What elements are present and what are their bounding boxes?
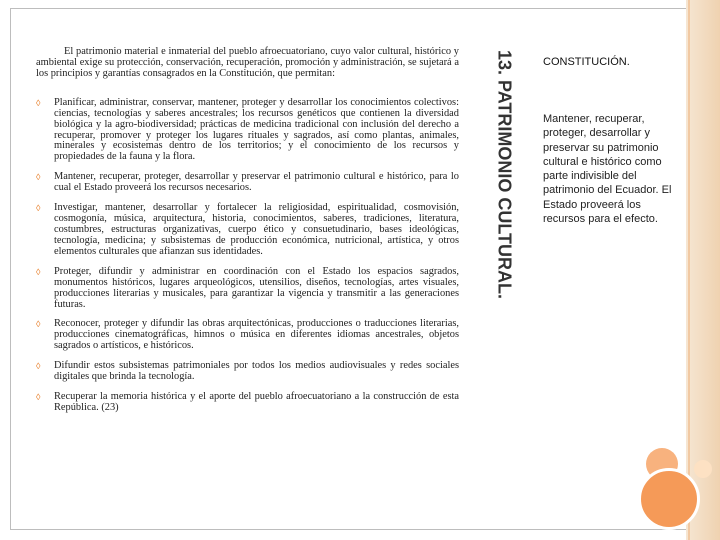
list-item bbox=[36, 172, 459, 194]
bullet-icon: ◊ bbox=[36, 319, 41, 330]
list-item-text: Planificar, administrar, conservar, mantener, proteger y desarrollar los conocimientos colectivos: ciencias, tecnologías y saberes ancestrales; los recursos genéticos que contienen la diversidad biológica y la agro-biodiversidad; prácticas de medicina tradicional con inclusión del derecho a recuperar, promover y proteger los lugares rituales y sagrados, así como plantas, animales, minerales y ecosistemas dentro de los territorios; y el conocimiento de los recursos y propiedades de la fauna y la flora. bbox=[54, 96, 459, 163]
bullet-icon: ◊ bbox=[36, 266, 41, 277]
decorative-circle-large bbox=[638, 468, 700, 530]
list-item-text: Reconocer, proteger y difundir las obras arquitectónicas, producciones o traducciones literarias, producciones cinematográficas, himnos o música en diferentes idiomas ancestrales, objetos sagrados o artísticos, e históricos. bbox=[54, 318, 459, 352]
bullet-icon: ◊ bbox=[36, 97, 41, 108]
list-item bbox=[36, 267, 459, 311]
bullet-icon: ◊ bbox=[36, 361, 41, 372]
list-item-text: Mantener, recuperar, proteger, desarrollar y preservar el patrimonio cultural e histórico, para lo cual el Estado proveerá los recursos necesarios. bbox=[54, 171, 459, 194]
list-item-text: Difundir estos subsistemas patrimoniales por todos los medios audiovisuales y redes sociales digitales que brinda la tecnología. bbox=[54, 360, 459, 383]
list-item-text: Investigar, mantener, desarrollar y fortalecer la religiosidad, espiritualidad, cosmovisión, cosmogonía, música, arquitectura, historia, conocimientos, saberes, tradiciones, literatura, costumbres, estructuras organizativas, cuerpo ético y consuetudinario, bases ideológicas, tecnología, medicina; y subsistemas de producción económica, nutricional, artística, y otros elementos culturales que afianzan sus identidades. bbox=[54, 202, 459, 257]
list-item bbox=[36, 361, 459, 383]
bullet-icon: ◊ bbox=[36, 203, 41, 214]
slide-title: 13. PATRIMONIO CULTURAL. bbox=[494, 49, 515, 299]
bullet-icon: ◊ bbox=[36, 392, 41, 403]
decorative-side-stripe bbox=[686, 0, 720, 540]
decorative-circle-tiny bbox=[694, 460, 712, 478]
list-item bbox=[36, 98, 459, 164]
list-item-text: Proteger, difundir y administrar en coordinación con el Estado los espacios sagrados, monumentos históricos, lugares arqueológicos, utensilios, diseños, tecnologías, artes visuales, producciones literarias y musicales, para garantizar la vigencia y transmitir a las generaciones futuras. bbox=[54, 265, 459, 310]
bullet-list bbox=[36, 98, 459, 414]
main-text-block bbox=[36, 47, 459, 423]
side-note: Mantener, recuperar, proteger, desarrollar y preservar su patrimonio cultural e histórico como parte indivisible del patrimonio del Ecuador. El Estado proveerá los recursos para el efecto. bbox=[543, 113, 672, 226]
section-label: CONSTITUCIÓN. bbox=[543, 56, 630, 68]
intro-paragraph: El patrimonio material e inmaterial del pueblo afroecuatoriano, cuyo valor cultural, histórico y ambiental exige su protección, conservación, recuperación, promoción y administración, se sujetará a los principios y garantías consagrados en la Constitución, que permitan: bbox=[36, 46, 459, 79]
bullet-icon: ◊ bbox=[36, 172, 41, 183]
list-item bbox=[36, 319, 459, 352]
list-item-text: Recuperar la memoria histórica y el aporte del pueblo afroecuatoriano a la construcción de esta República. (23) bbox=[54, 391, 459, 413]
decorative-stripe-line bbox=[688, 0, 690, 540]
list-item bbox=[36, 203, 459, 258]
slide-title-vertical bbox=[484, 24, 524, 324]
list-item bbox=[36, 392, 459, 414]
